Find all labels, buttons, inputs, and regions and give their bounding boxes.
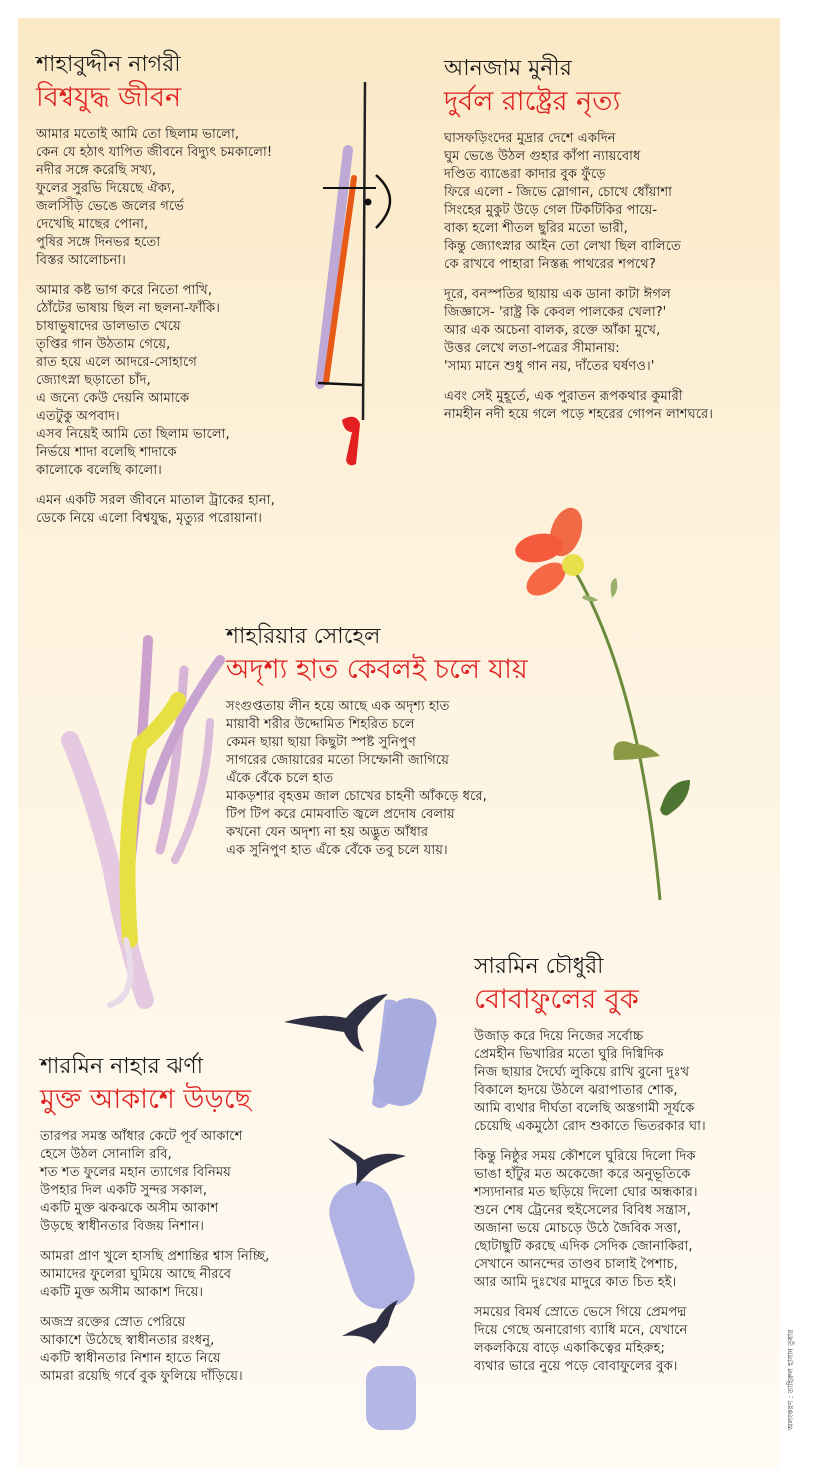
poem-line: শত শত ফুলের মহান ত্যাগের বিনিময়	[40, 1165, 231, 1180]
poem-body	[36, 126, 275, 528]
poem-line: আর আমি দুঃখের মাদুরে কাত চিত হই।	[474, 1275, 677, 1290]
poem-line: রাত হয়ে এলে আদরে-সোহাগে	[36, 355, 197, 370]
poem-body	[226, 698, 528, 860]
poem-line: হেসে উঠল সোনালি রবি,	[40, 1147, 172, 1162]
poem-line: উত্তর লেখে লতা-পত্রের সীমানায়:	[444, 341, 620, 356]
poem-line: আর এক অচেনা বালক, রক্তে আঁকা মুখে,	[444, 323, 661, 338]
poem-line: সময়ের বিমর্ষ স্রোতে ভেসে গিয়ে প্রেমপদ্ম	[474, 1305, 687, 1320]
poem-stanza	[474, 1148, 706, 1292]
poem-line: ছোটাছুটি করছে এদিক সেদিক জোনাকিরা,	[474, 1239, 693, 1254]
poem-line: দূরে, বনস্পতির ছায়ায় এক ডানা কাটা ঈগল	[444, 287, 671, 302]
poem-body	[40, 1128, 269, 1386]
poem-line: উপহার দিল একটি সুন্দর সকাল,	[40, 1183, 208, 1198]
poem-line: আমার কষ্ট ভাগ করে নিতো পাখি,	[36, 283, 213, 298]
poem-line: বাক্য হলো শীতল ছুরির মতো ভারী,	[444, 221, 628, 236]
poem-line: মায়াবী শরীর উদ্দোমিত শিহরিত চলে	[226, 717, 415, 732]
poem-line: সেখানে আনন্দের তাণ্ডব চালাই পৈশাচ,	[474, 1257, 678, 1272]
poem-line: অজস্র রক্তের স্রোত পেরিয়ে	[40, 1315, 186, 1330]
poem-stanza	[474, 1028, 706, 1136]
poem-line: আমার মতোই আমি তো ছিলাম ভালো,	[36, 127, 240, 142]
poem-line: ঘাসফড়িংদের মুদ্রার দেশে একদিন	[444, 131, 616, 146]
poem-line: বিস্তর আলোচনা।	[36, 253, 126, 268]
poem-line: জিজ্ঞাসে- 'রাষ্ট্র কি কেবল পালকের খেলা?'	[444, 305, 667, 320]
poem-line: আমি ব্যথার দীর্ঘতা বলেছি অস্তগামী সূর্যকে	[474, 1101, 695, 1116]
poem-line: এসব নিয়েই আমি তো ছিলাম ভালো,	[36, 427, 230, 442]
poem-line: ফুলের সুরভি দিয়েছে ঐক্য,	[36, 181, 176, 196]
illustration-credit: অলংকরণ : তাহিরুল হাসান তুষার	[786, 1329, 795, 1430]
poem-line: তারপর সমস্ত আঁধার কেটে পূর্ব আকাশে	[40, 1129, 243, 1144]
poem-line: আমরা প্রাণ খুলে হাসছি প্রশান্তির শ্বাস নিচ্ছি,	[40, 1249, 270, 1264]
poem-line: শস্যদানার মত ছড়িয়ে দিলো ঘোর অন্ধকার।	[474, 1185, 698, 1200]
flower-illustration	[513, 504, 690, 900]
brush-strokes-illustration	[321, 994, 440, 1430]
poem-line: টিপ টিপ করে মোমবাতি জ্বলে প্রদোষ বেলায়	[226, 807, 455, 822]
poem-line: ঠোঁটের ভাষায় ছিল না ছলনা-ফাঁকি।	[36, 301, 220, 316]
poem-mukto-akashe-urchhe	[40, 1054, 269, 1398]
poem-line: এ জন্যে কেউ দেয়নি আমাকে	[36, 391, 190, 406]
poem-stanza	[444, 286, 713, 376]
poem-stanza	[226, 698, 528, 860]
poem-stanza	[36, 126, 275, 270]
poem-line: কিন্তু জ্যোৎস্নার আইন তো লেখা ছিল বালিতে	[444, 239, 681, 254]
poem-line: লকলকিয়ে বাড়ে একাকিত্বের মহিরুহ;	[474, 1341, 665, 1356]
poem-line: উজাড় করে দিয়ে নিজের সর্বোচ্চ	[474, 1029, 644, 1044]
poem-title: দুর্বল রাষ্ট্রের নৃত্য	[444, 86, 621, 117]
poem-line: ব্যথার ভারে নুয়ে পড়ে বোবাফুলের বুক।	[474, 1359, 678, 1374]
poem-line: কেমন ছায়া ছায়া কিছুটা স্পষ্ট সুনিপুণ	[226, 735, 416, 750]
poem-line: নির্ভয়ে শাদা বলেছি শাদাকে	[36, 445, 177, 460]
poem-line: নামহীন নদী হয়ে গলে পড়ে শহরের গোপন লাশঘরে।	[444, 407, 713, 422]
poem-line: ফিরে এলো - জিভে স্লোগান, চোখে ধোঁয়াশা	[444, 185, 672, 200]
poem-bobafuler-buk	[474, 954, 706, 1388]
poem-title: বোবাফুলের বুক	[474, 984, 639, 1015]
poem-line: কালোকে বলেছি কালো।	[36, 463, 162, 478]
poem-line: এঁকে বেঁকে চলে হাত	[226, 771, 334, 786]
poem-line: আকাশে উঠেছে স্বাধীনতার রংধনু,	[40, 1333, 215, 1348]
poem-line: দেখেছি মাছের পোনা,	[36, 217, 149, 232]
poem-line: সিংহের মুকুট উড়ে গেল টিকটিকির পায়ে-	[444, 203, 658, 218]
poem-line: দিয়ে গেছে অনারোগ্য ব্যাধি মনে, যেখানে	[474, 1323, 688, 1338]
poem-line: মাকড়শার বৃহত্তম জাল চোখের চাহনী আঁকড়ে ধরে,	[226, 789, 487, 804]
poem-line: জ্যোৎস্না ছড়াতো চাঁদ,	[36, 373, 151, 388]
poem-stanza	[474, 1304, 706, 1376]
poem-stanza	[444, 388, 713, 424]
poem-line: ডেকে নিয়ে এলো বিশ্বযুদ্ধ, মৃত্যুর পরোয়ানা।	[36, 511, 262, 526]
poem-odrishyo-haat	[226, 624, 528, 872]
poem-line: চেয়েছি একমুঠো রোদ শুকাতে ভিতরকার ঘা।	[474, 1119, 706, 1134]
poem-stanza	[40, 1314, 269, 1386]
poem-author: শাহাবুদ্দীন নাগরী	[36, 52, 181, 77]
poem-line: ভাঙা হাঁটুর মত অকেজো করে অনুভূতিকে	[474, 1167, 691, 1182]
poem-line: তৃপ্তির গান উঠতাম গেয়ে,	[36, 337, 171, 352]
poem-line: জলসিঁড়ি ভেঙে জলের গর্ভে	[36, 199, 184, 214]
poem-line: দণ্ডিত ব্যাঙেরা কাদার বুক ফুঁড়ে	[444, 167, 606, 182]
poem-line: এতটুকু অপবাদ।	[36, 409, 120, 424]
poem-bishwajuddho-jibon	[36, 52, 275, 540]
poem-line: অজানা ভয়ে মোচড়ে উঠে জৈবিক সত্তা,	[474, 1221, 682, 1236]
poem-line: কেন যে হঠাৎ যাপিত জীবনে বিদ্যুৎ চমকালো!	[36, 145, 273, 160]
poem-line: একটি স্বাধীনতার নিশান হাতে নিয়ে	[40, 1351, 221, 1366]
poem-durbol-rashtrer-nritto	[444, 56, 713, 436]
poem-line: কে রাখবে পাহারা নিস্তব্ধ পাথরের শপথে?	[444, 257, 656, 272]
poem-stanza	[40, 1248, 269, 1302]
poem-line: সাগরের জোয়ারের মতো সিম্ফোনী জাগিয়ে	[226, 753, 449, 768]
poem-stanza	[36, 492, 275, 528]
hand-illustration	[70, 640, 220, 1005]
poem-line: ঘুম ভেঙে উঠল গুহার কাঁপা ন্যায়বোধ	[444, 149, 641, 164]
poem-line: কিন্তু নিষ্ঠুর সময় কৌশলে ঘুরিয়ে দিলো দিক	[474, 1149, 696, 1164]
poem-title: অদৃশ্য হাত কেবলই চলে যায়	[226, 654, 528, 685]
poem-line: কখনো যেন অদৃশ্য না হয় অদ্ভুত আঁধার	[226, 825, 429, 840]
poem-line: নিজ ছায়ার দৈর্ঘ্যে লুকিয়ে রাখি বুনো দুঃখ	[474, 1065, 690, 1080]
poem-title: বিশ্বযুদ্ধ জীবন	[36, 82, 182, 113]
poem-body	[444, 130, 713, 424]
poem-line: এবং সেই মুহূর্তে, এক পুরাতন রূপকথার কুমারী	[444, 389, 683, 404]
poem-line: এক সুনিপুণ হাত এঁকে বেঁকে তবু চলে যায়।	[226, 843, 448, 858]
poem-line: একটি মুক্ত অসীম আকাশ দিয়ে।	[40, 1285, 204, 1300]
poem-line: আমাদের ফুলেরা ঘুমিয়ে আছে নীরবে	[40, 1267, 232, 1282]
poem-line: একটি মুক্ত ঝকঝকে অসীম আকাশ	[40, 1201, 219, 1216]
poem-author: সারমিন চৌধুরী	[474, 954, 604, 979]
poem-title: মুক্ত আকাশে উড়ছে	[40, 1084, 251, 1115]
poem-line: প্রেমহীন ভিখারির মতো ঘুরি দিগ্বিদিক	[474, 1047, 664, 1062]
poem-line: 'সাম্য মানে শুধু গান নয়, দাঁতের ঘর্ষণও।'	[444, 359, 655, 374]
poem-stanza	[444, 130, 713, 274]
poem-line: উড়ছে স্বাধীনতার বিজয় নিশান।	[40, 1219, 204, 1234]
poem-stanza	[36, 282, 275, 480]
calligraphy-illustration	[318, 82, 390, 465]
poem-author: আনজাম মুনীর	[444, 56, 572, 81]
poem-line: আমরা রয়েছি গর্বে বুক ফুলিয়ে দাঁড়িয়ে।	[40, 1369, 243, 1384]
poem-stanza	[40, 1128, 269, 1236]
poem-line: নদীর সঙ্গে করেছি সখ্য,	[36, 163, 157, 178]
poem-line: শুনে শেষ ট্রেনের হুইসেলের বিবিধ সন্ত্রাস,	[474, 1203, 691, 1218]
poem-line: বিকালে হৃদয়ে উঠলে ঝরাপাতার শোক,	[474, 1083, 678, 1098]
poem-body	[474, 1028, 706, 1376]
poem-line: সংগুপ্ততায় লীন হয়ে আছে এক অদৃশ্য হাত	[226, 699, 450, 714]
poem-line: এমন একটি সরল জীবনে মাতাল ট্রাকের হানা,	[36, 493, 275, 508]
poem-line: পুষির সঙ্গে দিনভর হতো	[36, 235, 161, 250]
poem-line: চাষাভুষাদের ডালভাত খেয়ে	[36, 319, 181, 334]
poem-author: শারমিন নাহার ঝর্ণা	[40, 1054, 204, 1079]
poem-author: শাহরিয়ার সোহেল	[226, 624, 381, 649]
